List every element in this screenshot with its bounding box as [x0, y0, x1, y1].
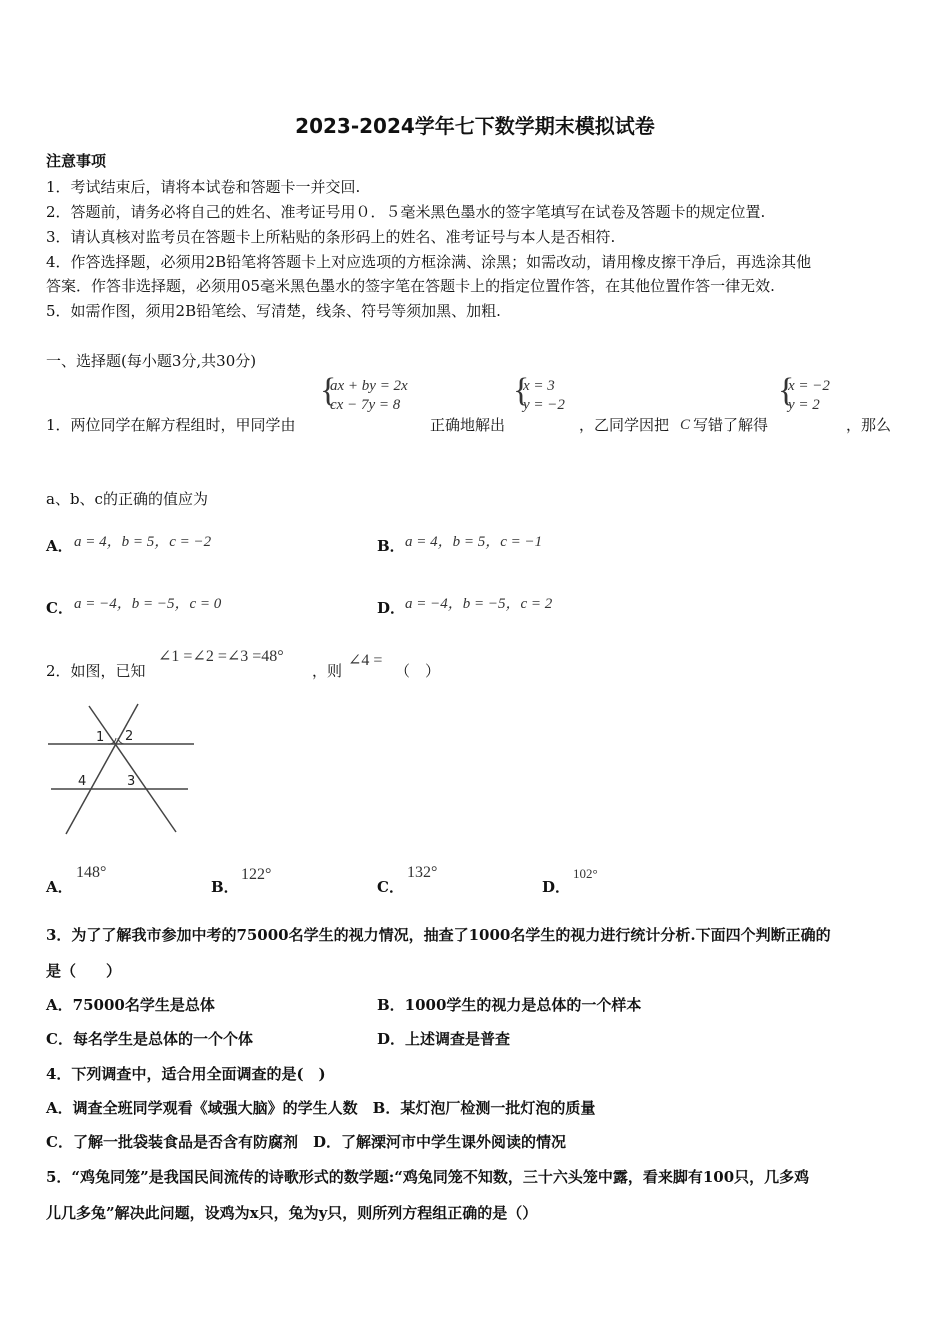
section-heading: 一、选择题(每小题3分,共30分)	[46, 352, 257, 370]
q2-option-a: 148°	[76, 864, 107, 881]
equation-line: x = 3	[523, 378, 555, 394]
angle-label: 3	[127, 774, 136, 789]
option-label: C．	[377, 878, 404, 896]
notice-item: 5．如需作图，须用2B铅笔绘、写清楚，线条、符号等须加黑、加粗.	[46, 302, 501, 320]
q3-option-a: A．75000名学生是总体	[46, 996, 215, 1014]
option-label: B．	[211, 878, 239, 896]
option-label: D．	[377, 599, 406, 617]
q3-text-line2: 是（ ）	[46, 962, 122, 980]
q4-options-line1: A．调查全班同学观看《域强大脑》的学生人数 B．某灯泡厂检测一批灯泡的质量	[46, 1099, 596, 1117]
q1-variable: C	[680, 417, 691, 433]
q1-text-part2: 正确地解出	[430, 416, 506, 434]
q1-text-part3: ，乙同学因把	[579, 416, 670, 434]
page-title: 2023-2024学年七下数学期末模拟试卷	[295, 114, 655, 138]
q1-text-line2: a、b、c的正确的值应为	[46, 490, 208, 508]
option-label: A．	[46, 878, 73, 896]
transversal-line	[66, 704, 138, 834]
q2-option-c: 132°	[407, 864, 438, 881]
q2-option-d: 102°	[573, 866, 598, 881]
q1-option-c: a = −4，b = −5，c = 0	[74, 596, 222, 612]
angle-label: 2	[125, 729, 134, 744]
q2-condition: ∠1 =∠2 =∠3 =48°	[158, 648, 284, 665]
q2-figure	[46, 702, 198, 838]
q5-text-line1: 5．“鸡兔同笼”是我国民间流传的诗歌形式的数学题:“鸡兔同笼不知数，三十六头笼中露，看来脚有100只，几多鸡	[46, 1168, 810, 1186]
q1-option-b: a = 4，b = 5，c = −1	[405, 534, 543, 550]
option-label: C．	[46, 599, 73, 617]
q4-options-line2: C．了解一批袋装食品是否含有防腐剂 D．了解溧河市中学生课外阅读的情况	[46, 1133, 566, 1151]
option-label: A．	[46, 537, 73, 555]
q5-text-line2: 儿几多兔”解决此问题，设鸡为x只，兔为y只，则所列方程组正确的是（）	[46, 1204, 538, 1222]
q3-option-d: D．上述调查是普查	[377, 1030, 511, 1048]
q1-option-d: a = −4，b = −5，c = 2	[405, 596, 553, 612]
q4-text-line1: 4．下列调查中，适合用全面调查的是( )	[46, 1065, 326, 1083]
q1-text-part5: ，那么	[846, 416, 892, 434]
q3-option-b: B．1000学生的视力是总体的一个样本	[377, 996, 642, 1014]
notice-heading: 注意事项	[46, 152, 107, 170]
option-label: B．	[377, 537, 405, 555]
q2-option-b: 122°	[241, 866, 272, 883]
equation-line: cx − 7y = 8	[330, 397, 401, 413]
notice-item: 4．作答选择题，必须用2B铅笔将答题卡上对应选项的方框涂满、涂黑；如需改动，请用橡皮擦干净后，再选涂其他	[46, 253, 812, 271]
q2-text-part3: （ ）	[395, 662, 441, 680]
q2-ask: ∠4 =	[348, 652, 383, 669]
q1-option-a: a = 4，b = 5，c = −2	[74, 534, 212, 550]
equation-line: x = −2	[788, 378, 830, 394]
q3-text-line1: 3．为了了解我市参加中考的75000名学生的视力情况，抽查了1000名学生的视力进行统计分析.下面四个判断正确的	[46, 926, 831, 944]
q2-text-part1: 2．如图，已知	[46, 662, 146, 680]
angle-label: 4	[78, 774, 87, 789]
equation-line: y = −2	[523, 397, 565, 413]
angle-label: 1	[96, 730, 105, 745]
equation-line: y = 2	[788, 397, 820, 413]
notice-item: 1．考试结束后，请将本试卷和答题卡一并交回.	[46, 178, 361, 196]
q1-text-part4: 写错了解得	[693, 416, 769, 434]
q2-text-part2: ，则	[312, 662, 343, 680]
option-label: D．	[542, 878, 571, 896]
q3-option-c: C．每名学生是总体的一个个体	[46, 1030, 253, 1048]
notice-item: 答案．作答非选择题，必须用05毫米黑色墨水的签字笔在答题卡上的指定位置作答，在其他位置作答一律无效.	[46, 277, 775, 295]
equation-line: ax + by = 2x	[330, 378, 408, 394]
q1-text-part1: 1．两位同学在解方程组时，甲同学由	[46, 416, 296, 434]
notice-item: 3．请认真核对监考员在答题卡上所粘贴的条形码上的姓名、准考证号与本人是否相符.	[46, 228, 616, 246]
notice-item: 2．答题前，请务必将自己的姓名、准考证号用０．５毫米黑色墨水的签字笔填写在试卷及答题卡的规定位置.	[46, 203, 766, 221]
